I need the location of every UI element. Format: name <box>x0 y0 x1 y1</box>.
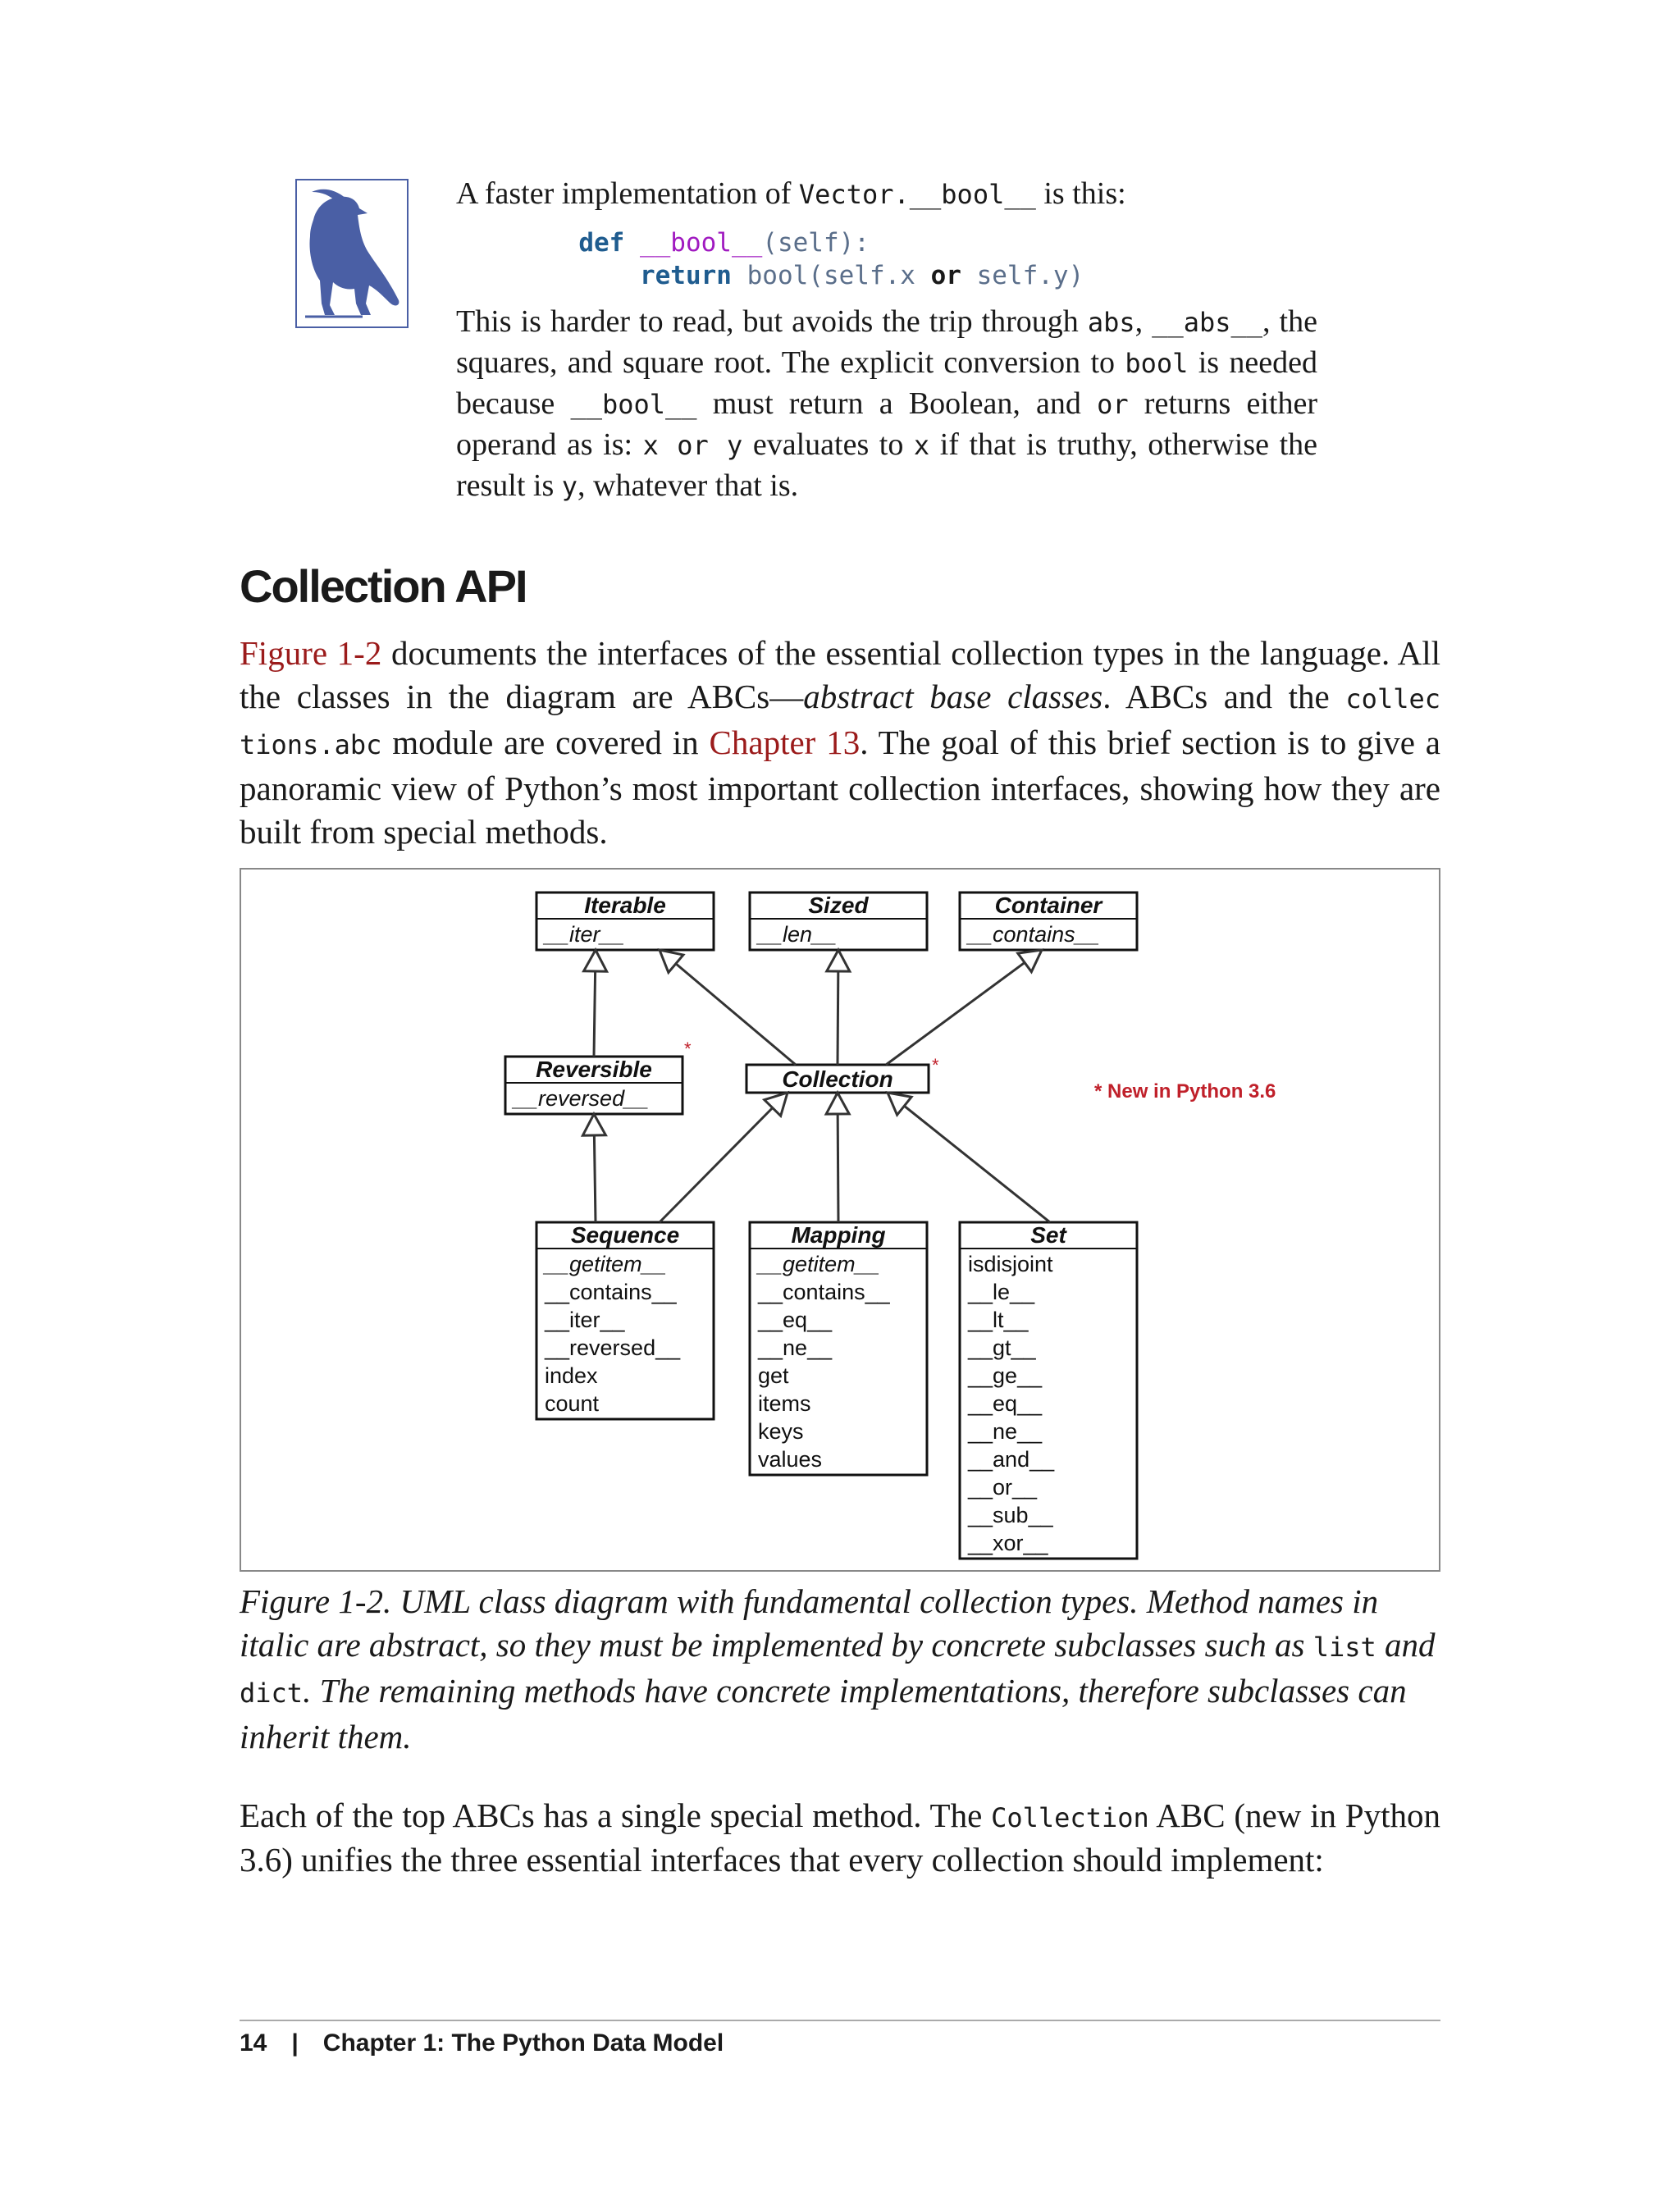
chapter-title: Chapter 1: The Python Data Model <box>322 2029 724 2057</box>
uml-method: __sub__ <box>968 1503 1053 1527</box>
inline-code: bool <box>1125 348 1189 379</box>
intro-paragraph <box>240 632 1440 854</box>
emphasis: abstract base classes <box>803 678 1103 715</box>
uml-class-name: Sequence <box>570 1222 680 1248</box>
uml-method: values <box>758 1447 823 1472</box>
inline-code: Vector.__bool__ <box>798 179 1036 210</box>
legend-note: * New in Python 3.6 <box>1094 1080 1276 1102</box>
uml-method: get <box>758 1363 789 1388</box>
tip-paragraph <box>456 302 1317 507</box>
uml-method: __eq__ <box>968 1391 1043 1416</box>
uml-method: __iter__ <box>545 1308 625 1332</box>
footer-rule <box>240 2020 1440 2021</box>
inline-code: list <box>1312 1632 1376 1663</box>
uml-method: __lt__ <box>968 1308 1029 1332</box>
uml-method: __getitem__ <box>545 1252 667 1276</box>
uml-method: __reversed__ <box>514 1086 650 1111</box>
uml-class-name: Reversible <box>536 1057 652 1082</box>
section-title: Collection API <box>240 560 527 612</box>
text-run: module are covered in <box>381 724 710 761</box>
tip-intro: A faster implementation of Vector.__bool__ is this: <box>456 176 1126 211</box>
uml-method: __contains__ <box>758 1280 890 1304</box>
text-run: Each of the top ABCs has a single special method. The <box>240 1796 992 1834</box>
uml-inheritance-arrowhead <box>660 950 683 972</box>
text-run: Figure 1-2. UML class diagram with fundamental collection types. Method names in italic are abstract, so they must be implemented by concrete subclasses such as <box>240 1582 1379 1664</box>
uml-method: __and__ <box>968 1447 1055 1472</box>
uml-method: keys <box>758 1419 804 1444</box>
uml-inheritance-arrowhead <box>584 950 607 971</box>
inline-code: or <box>1097 389 1129 420</box>
uml-class-name: Set <box>1030 1222 1066 1248</box>
tip-content <box>456 174 1317 507</box>
uml-method: __reversed__ <box>545 1335 681 1360</box>
new-in-36-marker: * <box>932 1055 939 1075</box>
uml-method: __le__ <box>968 1280 1035 1304</box>
uml-inheritance-arrowhead <box>1018 950 1042 972</box>
uml-inheritance-line <box>594 1135 596 1222</box>
inline-code: __bool__ <box>570 389 697 420</box>
uml-inheritance-arrowhead <box>888 1093 911 1115</box>
code-block: def __bool__(self): return bool(self.x or self.y) <box>578 228 1084 290</box>
inline-code: Collection <box>991 1802 1149 1833</box>
uml-method: isdisjoint <box>968 1252 1053 1276</box>
uml-inheritance-line <box>660 1108 773 1222</box>
inline-code: dict <box>240 1678 304 1709</box>
uml-method: __eq__ <box>758 1308 833 1332</box>
text-run: and <box>1376 1626 1436 1664</box>
uml-method: __len__ <box>758 922 838 947</box>
uml-method: __ge__ <box>968 1363 1043 1388</box>
tip-icon-frame <box>295 179 409 328</box>
inline-code: __abs__ <box>1152 307 1263 338</box>
uml-inheritance-arrowhead <box>826 1093 849 1114</box>
text-run: , <box>1134 304 1153 339</box>
uml-inheritance-line <box>886 962 1025 1065</box>
new-in-36-marker: * <box>684 1039 692 1059</box>
uml-method: __or__ <box>968 1475 1038 1500</box>
text-run: returns either operand as is: <box>456 386 1317 462</box>
uml-method: __iter__ <box>545 922 625 947</box>
uml-method: count <box>545 1391 600 1416</box>
cross-reference-link[interactable]: Figure 1-2 <box>240 634 382 672</box>
inline-code: x or y <box>642 430 743 461</box>
uml-inheritance-line <box>676 964 796 1065</box>
text-run: evaluates to <box>742 427 914 462</box>
uml-method: __ne__ <box>758 1335 833 1360</box>
text-run: ABC (new in Python 3.6) unifies the three essential interfaces that every collection should implement: <box>240 1796 1440 1879</box>
inline-code: y <box>561 471 578 502</box>
uml-method: __getitem__ <box>758 1252 880 1276</box>
uml-method: __contains__ <box>968 922 1100 947</box>
uml-class-name: Iterable <box>584 892 666 918</box>
body-paragraph <box>240 1795 1440 1881</box>
bird-icon <box>297 180 407 326</box>
inline-code: collec tions.abc <box>240 683 1440 760</box>
uml-method: __ne__ <box>968 1419 1043 1444</box>
uml-method: __contains__ <box>545 1280 677 1304</box>
text-run: . The remaining methods have concrete implementations, therefore subclasses can inherit them. <box>240 1672 1407 1755</box>
uml-class-name: Collection <box>782 1066 893 1092</box>
text-run: must return a Boolean, and <box>696 386 1098 421</box>
uml-method: index <box>545 1363 598 1388</box>
inline-code: x <box>913 430 930 461</box>
text-run: , the squares, and square root. The explicit conversion to <box>456 304 1317 380</box>
figure-caption <box>240 1580 1440 1759</box>
uml-inheritance-arrowhead <box>582 1114 605 1135</box>
page-footer <box>240 2029 724 2057</box>
text-run: . ABCs and the <box>1102 678 1346 715</box>
text-run: if that is truthy, otherwise the result is <box>456 427 1317 503</box>
cross-reference-link[interactable]: Chapter 13 <box>709 724 861 761</box>
uml-inheritance-line <box>594 971 596 1057</box>
uml-class-diagram <box>241 870 1439 1570</box>
footer-separator: | <box>291 2029 299 2057</box>
figure-1-2 <box>240 868 1440 1572</box>
uml-method: items <box>758 1391 811 1416</box>
uml-class-name: Mapping <box>791 1222 886 1248</box>
uml-class-name: Container <box>994 892 1102 918</box>
text-run: is needed because <box>456 345 1317 421</box>
uml-inheritance-arrowhead <box>827 950 850 971</box>
uml-method: __gt__ <box>968 1335 1036 1360</box>
uml-inheritance-line <box>904 1106 1050 1222</box>
uml-class-name: Sized <box>808 892 869 918</box>
inline-code: abs <box>1087 307 1135 338</box>
page-number: 14 <box>240 2029 267 2057</box>
text-run: , whatever that is. <box>578 468 799 503</box>
text-run: This is harder to read, but avoids the trip through <box>456 304 1088 339</box>
uml-method: __xor__ <box>968 1531 1048 1555</box>
text-run: . The goal of this brief section is to give a panoramic view of Python’s most important collection interfaces, showing how they are built from special methods. <box>240 724 1440 851</box>
text-run: documents the interfaces of the essential collection types in the language. All the classes in the diagram are ABCs— <box>240 634 1440 715</box>
